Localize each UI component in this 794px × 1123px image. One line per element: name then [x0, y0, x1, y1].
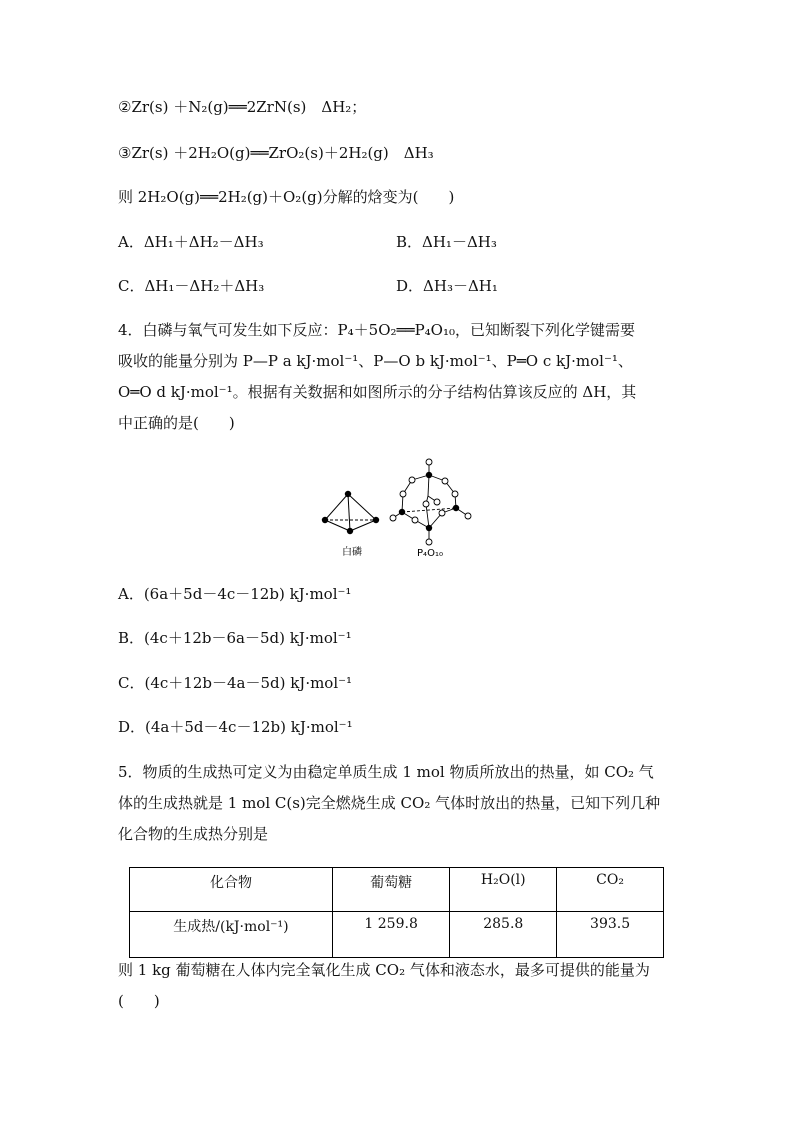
- equation-2: ②Zr(s) ＋N₂(g)══2ZrN(s) ΔH₂；: [118, 98, 367, 116]
- q3-option-d: D．ΔH₃－ΔH₁: [396, 277, 498, 295]
- question-4-line-2: 吸收的能量分别为 P—P a kJ·mol⁻¹、P—O b kJ·mol⁻¹、P═O c kJ·mol⁻¹、: [118, 352, 633, 370]
- white-phosphorus-label: 白磷: [342, 547, 362, 558]
- question-4-line-1: 4．白磷与氧气可发生如下反应：P₄＋5O₂══P₄O₁₀，已知断裂下列化学键需要: [118, 321, 635, 339]
- table-header-cell: H₂O(l): [450, 868, 557, 912]
- q3-option-a: A．ΔH₁＋ΔH₂－ΔH₃: [118, 233, 264, 251]
- question-5-line-2: 体的生成热就是 1 mol C(s)完全燃烧生成 CO₂ 气体时放出的热量，已知下列几种: [118, 794, 661, 812]
- question-5-line-1: 5．物质的生成热可定义为由稳定单质生成 1 mol 物质所放出的热量，如 CO₂ 气: [118, 763, 654, 781]
- molecular-structure-figure: [300, 448, 500, 566]
- q4-option-d: D．(4a＋5d－4c－12b) kJ·mol⁻¹: [118, 718, 353, 736]
- equation-3: ③Zr(s) ＋2H₂O(g)══ZrO₂(s)＋2H₂(g) ΔH₃: [118, 144, 434, 162]
- q3-option-c: C．ΔH₁－ΔH₂＋ΔH₃: [118, 277, 265, 295]
- question-3-stem: 则 2H₂O(g)══2H₂(g)＋O₂(g)分解的焓变为( ): [118, 188, 455, 206]
- formation-heat-table: [129, 867, 664, 958]
- question-5-line-5: ( ): [118, 992, 160, 1010]
- q4-option-c: C．(4c＋12b－4a－5d) kJ·mol⁻¹: [118, 674, 353, 692]
- table-cell: 1 259.8: [332, 912, 449, 958]
- question-5-line-4: 则 1 kg 葡萄糖在人体内完全氧化生成 CO₂ 气体和液态水，最多可提供的能量为: [118, 961, 650, 979]
- p4o10-label: P₄O₁₀: [417, 548, 443, 559]
- table-header-row: [130, 868, 664, 912]
- question-5-line-3: 化合物的生成热分别是: [118, 825, 269, 843]
- q4-option-b: B．(4c＋12b－6a－5d) kJ·mol⁻¹: [118, 629, 352, 647]
- table-header-cell: CO₂: [557, 868, 664, 912]
- table-cell: 生成热/(kJ·mol⁻¹): [130, 912, 333, 958]
- question-4-line-4: 中正确的是( ): [118, 414, 235, 432]
- table-row: [130, 912, 664, 958]
- table-cell: 285.8: [450, 912, 557, 958]
- q3-option-b: B．ΔH₁－ΔH₃: [396, 233, 497, 251]
- table-header-cell: 葡萄糖: [332, 868, 449, 912]
- table-header-cell: 化合物: [130, 868, 333, 912]
- white-phosphorus-diagram: [322, 491, 379, 534]
- q4-option-a: A．(6a＋5d－4c－12b) kJ·mol⁻¹: [118, 585, 352, 603]
- question-4-line-3: O═O d kJ·mol⁻¹。根据有关数据和如图所示的分子结构估算该反应的 ΔH，其: [118, 383, 637, 401]
- table-cell: 393.5: [557, 912, 664, 958]
